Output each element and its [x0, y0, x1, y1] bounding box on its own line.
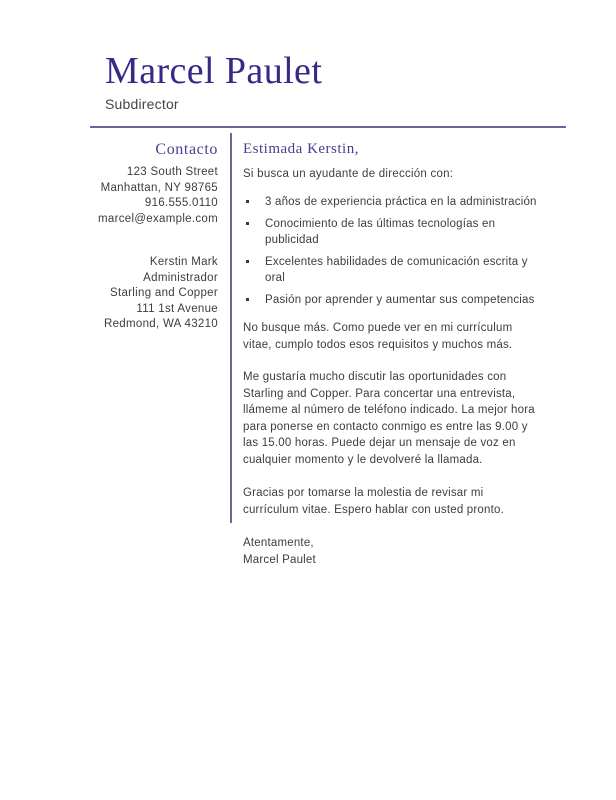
list-item	[243, 292, 538, 308]
list-item: 123 South Street	[126, 166, 218, 178]
applicant-job-title: Subdirector	[105, 96, 179, 112]
closing-salutation: Atentamente,	[243, 537, 314, 549]
list-item: Manhattan, NY 98765	[100, 181, 218, 194]
list-item-label: Excelentes habilidades de comunicación escrita y oral	[265, 256, 528, 284]
qualifications-list	[243, 194, 538, 308]
recipient-address-list	[60, 255, 218, 333]
list-item-label: Pasión por aprender y aumentar sus competencias	[265, 294, 535, 306]
intro-line: Si busca un ayudante de dirección con:	[243, 168, 454, 180]
sidebar-column	[60, 140, 218, 333]
list-item	[243, 254, 538, 286]
bullet-icon	[246, 298, 249, 301]
bullet-icon	[246, 200, 249, 203]
header-divider-rule	[90, 126, 566, 128]
list-item	[243, 216, 538, 248]
body-paragraph-1: No busque más. Como puede ver en mi currículum vitae, cumplo todos esos requisitos y muchos más.	[243, 322, 513, 351]
body-paragraph-2: Me gustaría mucho discutir las oportunidades con Starling and Copper. Para concertar una entrevista, llámeme al número de teléfono indicado. La mejor hora para ponerse en contacto conmigo es entre las 9.00 y las 15.00 horas. Puede dejar un mensaje de voz en cualquier momento y le devolveré la llamada.	[243, 371, 535, 466]
closing-block	[243, 535, 538, 568]
recipient-address-block	[60, 255, 218, 333]
list-item: 916.555.0110	[144, 197, 218, 209]
body-paragraph-3: Gracias por tomarse la molestia de revisar mi currículum vitae. Espero hablar con usted pronto.	[243, 487, 505, 516]
salutation: Estimada Kerstin,	[243, 141, 359, 157]
list-item-label: Conocimiento de las últimas tecnologías en publicidad	[265, 218, 496, 246]
page-title: Marcel Paulet	[105, 50, 323, 92]
bullet-icon	[246, 260, 249, 263]
list-item	[243, 194, 538, 210]
letter-body-column	[243, 140, 538, 568]
list-item: Starling and Copper	[110, 287, 218, 299]
list-item: 111 1st Avenue	[136, 302, 218, 315]
bullet-icon	[246, 222, 249, 225]
column-divider-rule	[230, 133, 232, 523]
list-item: Kerstin Mark	[149, 256, 218, 268]
signature-name: Marcel Paulet	[243, 553, 316, 566]
list-item[interactable]: marcel@example.com	[98, 212, 218, 225]
letterhead	[105, 50, 567, 113]
list-item: Redmond, WA 43210	[104, 318, 218, 330]
contact-info-list	[60, 165, 218, 227]
list-item: Administrador	[143, 271, 218, 284]
list-item-label: 3 años de experiencia práctica en la administración	[265, 196, 537, 208]
contact-heading: Contacto	[155, 141, 218, 158]
